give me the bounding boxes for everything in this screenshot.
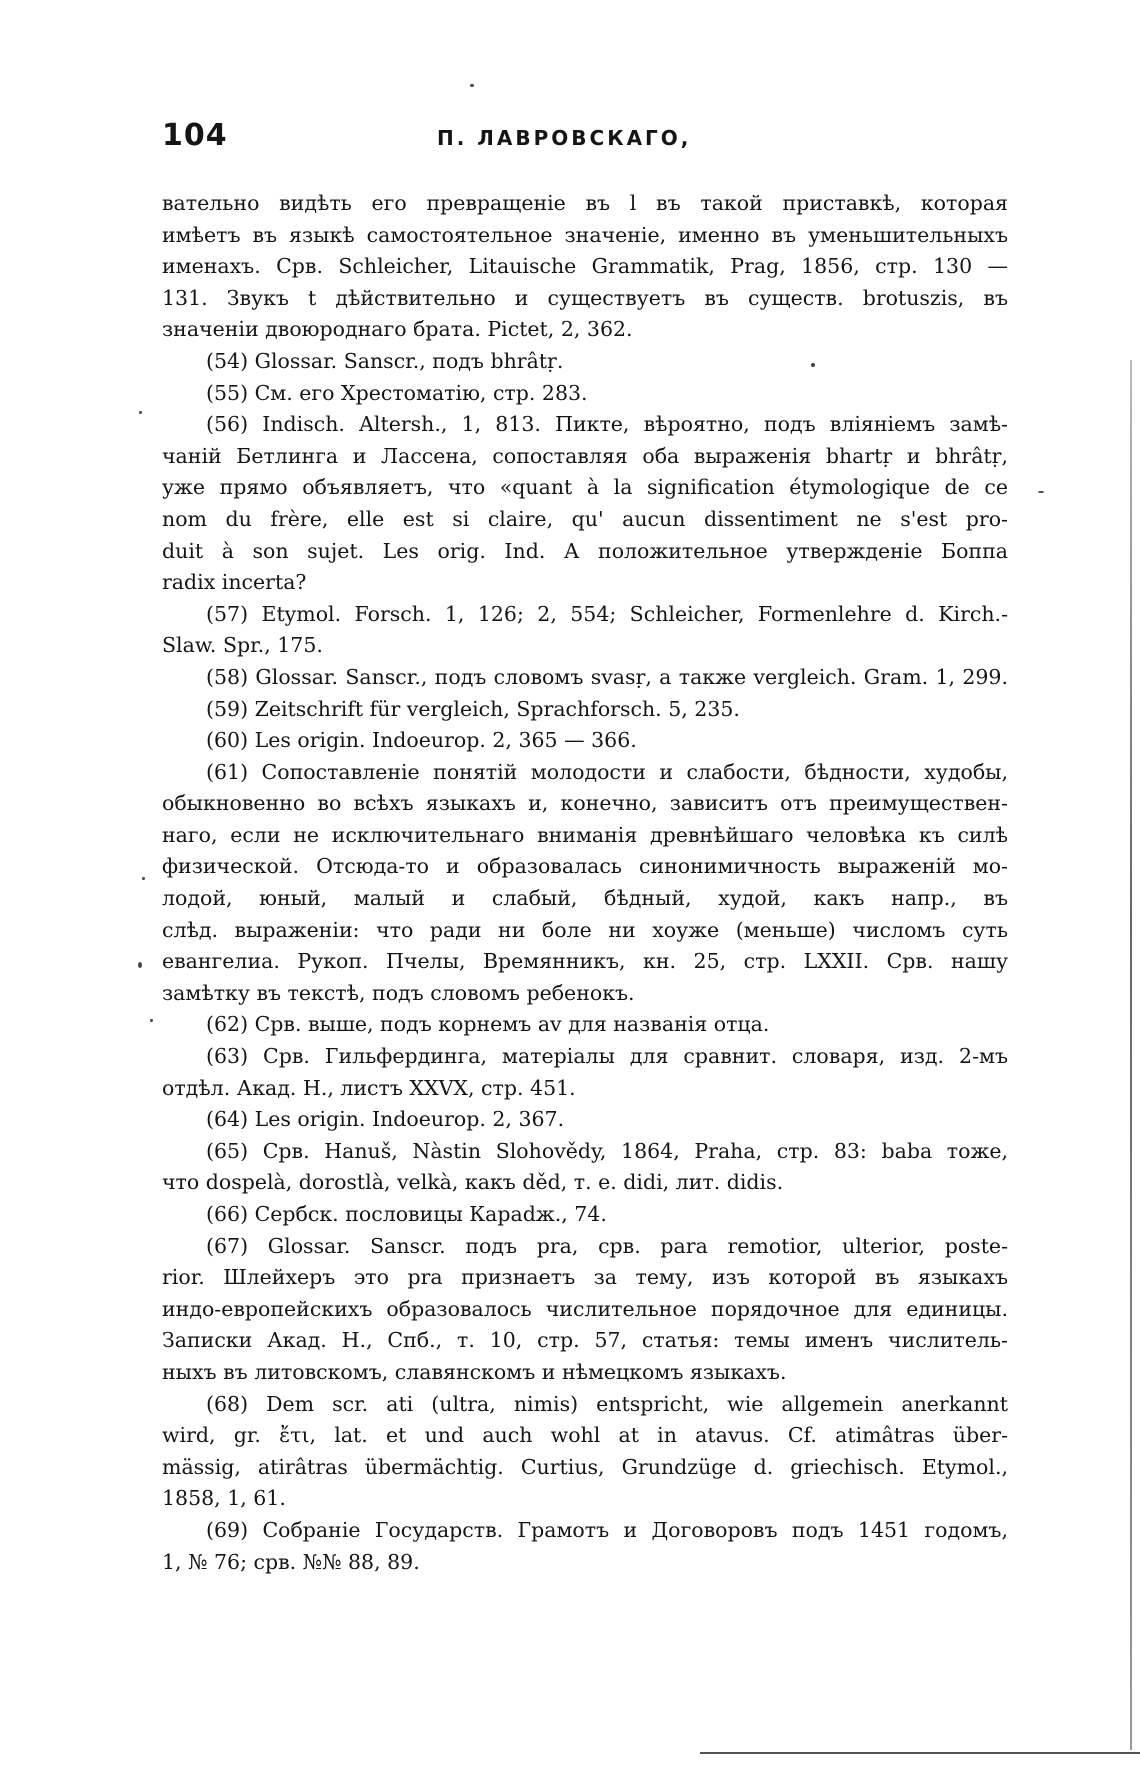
running-title: П. ЛАВРОВСКАГО, bbox=[437, 126, 692, 150]
scan-speck bbox=[138, 962, 142, 968]
text-line: индо-европейскихъ образовалось числительное порядочное для единицы. bbox=[162, 1296, 1008, 1321]
text-line: (55) См. его Хрестоматію, стр. 283. bbox=[206, 380, 588, 405]
text-line: (54) Glossar. Sanscr., подъ bhrâtṛ. bbox=[206, 348, 564, 373]
text-line: (56) Indisch. Altersh., 1, 813. Пикте, вѣроятно, подъ вліяніемъ замѣ- bbox=[206, 412, 1008, 437]
text-line: наго, если не исключительнаго вниманія древнѣйшаго человѣка къ силѣ bbox=[162, 822, 1008, 847]
text-line: чаній Бетлинга и Лассена, сопоставляя оба выраженія bhartṛ и bhrâtṛ, bbox=[162, 443, 1008, 468]
footnotes-text bbox=[162, 188, 1008, 1578]
text-line: (63) Срв. Гильфердинга, матеріалы для сравнит. словаря, изд. 2-мъ bbox=[206, 1044, 1008, 1069]
text-line: (61) Сопоставленіе понятій молодости и слабости, бѣдности, худобы, bbox=[206, 759, 1008, 784]
text-line: (65) Срв. Hanuš, Nàstin Slohovědy, 1864, Praha, стр. 83: baba тоже, bbox=[206, 1138, 1008, 1163]
scan-speck bbox=[470, 84, 474, 87]
text-line: (60) Les origin. Indoeurop. 2, 365 — 366. bbox=[206, 728, 637, 753]
text-line: wird, gr. ἔτι, lat. et und auch wohl at in atavus. Cf. atimâtras über- bbox=[162, 1423, 1008, 1448]
text-line: уже прямо объявляетъ, что «quant à la signification étymologique de ce bbox=[162, 475, 1008, 500]
text-line: замѣтку въ текстѣ, подъ словомъ ребенокъ. bbox=[162, 980, 635, 1005]
text-line: rior. Шлейхеръ это pra признаетъ за тему, изъ которой въ языкахъ bbox=[162, 1265, 1008, 1290]
scan-speck bbox=[150, 1019, 153, 1022]
text-line: слѣд. выраженіи: что ради ни боле ни хоуже (меньше) числомъ суть bbox=[162, 917, 1008, 942]
text-line: именахъ. Срв. Schleicher, Litauische Grammatik, Prag, 1856, стр. 130 — bbox=[162, 254, 1008, 279]
text-line: (58) Glossar. Sanscr., подъ словомъ svasṛ, а также vergleich. Gram. 1, 299. bbox=[206, 664, 1008, 689]
text-line: duit à son sujet. Les orig. Ind. А положительное утвержденіе Боппа bbox=[162, 538, 1008, 563]
page-header bbox=[162, 118, 1006, 162]
page-number: 104 bbox=[162, 118, 228, 153]
scan-speck bbox=[1038, 491, 1044, 493]
text-line: значеніи двоюроднаго брата. Pictet, 2, 362. bbox=[162, 317, 633, 342]
text-line: (66) Сербск. пословицы Караdж., 74. bbox=[206, 1202, 607, 1226]
text-line: Записки Акад. Н., Спб., т. 10, стр. 57, статья: темы именъ числитель- bbox=[162, 1328, 1008, 1353]
text-line: (59) Zeitschrift für vergleich, Sprachforsch. 5, 235. bbox=[206, 696, 740, 721]
text-line: nom du frère, elle est si claire, qu' aucun dissentiment ne s'est pro- bbox=[162, 506, 1008, 531]
text-line: ныхъ въ литовскомъ, славянскомъ и нѣмецкомъ языкахъ. bbox=[162, 1359, 787, 1384]
text-line: 1858, 1, 61. bbox=[162, 1486, 286, 1511]
text-line: 131. Звукъ t дѣйствительно и существуетъ въ существ. brotuszis, въ bbox=[162, 285, 1008, 310]
text-line: лодой, юный, малый и слабый, бѣдный, худой, какъ напр., въ bbox=[162, 886, 1008, 911]
text-line: (67) Glossar. Sanscr. подъ pra, срв. para remotior, ulterior, poste- bbox=[206, 1233, 1008, 1258]
text-line: что dospelà, dorostlà, velkà, какъ děd, т. е. didi, лит. didis. bbox=[162, 1170, 784, 1195]
page-edge-shadow bbox=[1130, 360, 1132, 1750]
text-line: (62) Срв. выше, подъ корнемъ av для названія отца. bbox=[206, 1012, 770, 1037]
text-line: (64) Les origin. Indoeurop. 2, 367. bbox=[206, 1107, 565, 1132]
text-line: физической. Отсюда-то и образовалась синонимичность выраженій мо- bbox=[162, 854, 1008, 879]
text-line: отдѣл. Акад. Н., листъ XXVX, стр. 451. bbox=[162, 1075, 576, 1100]
text-line: mässig, atirâtras übermächtig. Curtius, Grundzüge d. griechisch. Etymol., bbox=[162, 1454, 1008, 1479]
text-line: имѣетъ въ языкѣ самостоятельное значеніе, именно въ уменьшительныхъ bbox=[162, 222, 1008, 247]
text-line: обыкновенно во всѣхъ языкахъ и, конечно, зависитъ отъ преимуществен- bbox=[162, 791, 1008, 816]
text-line: (57) Etymol. Forsch. 1, 126; 2, 554; Schleicher, Formenlehre d. Kirch.- bbox=[206, 601, 1008, 626]
text-line: 1, № 76; срв. №№ 88, 89. bbox=[162, 1549, 420, 1574]
scan-speck bbox=[139, 411, 142, 414]
text-line: евангелиа. Рукоп. Пчелы, Времянникъ, кн. 25, стр. LXXII. Срв. нашу bbox=[162, 949, 1008, 974]
text-line: (68) Dem scr. ati (ultra, nimis) entspricht, wie allgemein anerkannt bbox=[206, 1391, 1008, 1416]
text-line: Slaw. Spr., 175. bbox=[162, 633, 323, 658]
text-line: radix incerta? bbox=[162, 570, 307, 595]
text-line: (69) Собраніе Государств. Грамотъ и Договоровъ подъ 1451 годомъ, bbox=[206, 1517, 1008, 1542]
bottom-edge-line bbox=[700, 1752, 1140, 1754]
text-line: вательно видѣть его превращеніе въ l въ такой приставкѣ, которая bbox=[162, 191, 1008, 215]
scan-speck bbox=[142, 877, 145, 880]
